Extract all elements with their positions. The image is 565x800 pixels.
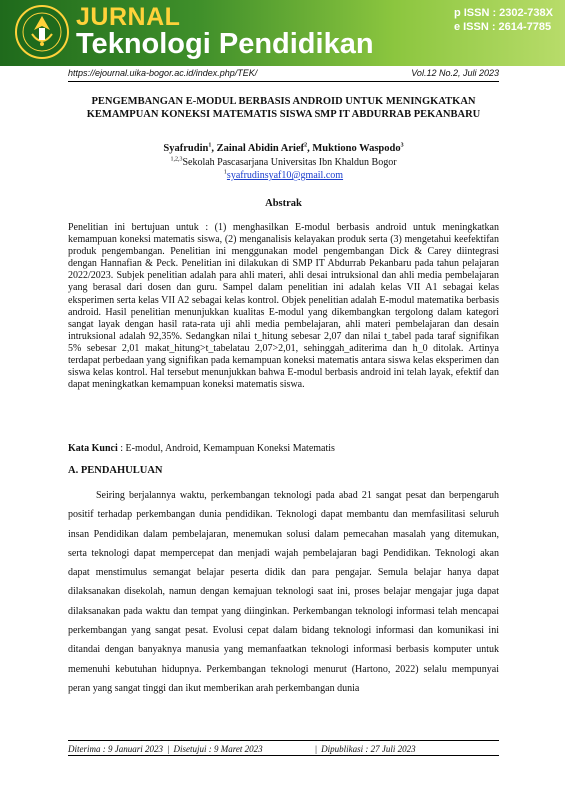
paper-title: PENGEMBANGAN E-MODUL BERBASIS ANDROID UNTUK MENINGKATKAN KEMAMPUAN KONEKSI MATEMATIS SISWA SMP IT ABDURRAB PEKANBARU — [86, 96, 481, 120]
p-issn: p ISSN : 2302-738X — [453, 7, 553, 19]
approved-date: Disetujui : 9 Maret 2023 — [173, 744, 263, 754]
affiliation — [68, 157, 499, 168]
footer-dates — [68, 744, 499, 754]
affiliation-text: Sekolah Pascasarjana Universitas Ibn Khaldun Bogor — [182, 157, 397, 168]
email-link[interactable]: syafrudinsyaf10@gmail.com — [226, 170, 344, 181]
email-line — [68, 170, 499, 181]
keywords-text: : E-modul, Android, Kemampuan Koneksi Matematis — [120, 443, 335, 454]
author-sup: 2 — [304, 142, 308, 149]
footer-separator: | — [314, 744, 318, 754]
author-name: Zainal Abidin Arief — [216, 143, 305, 154]
section-heading: A. PENDAHULUAN — [68, 465, 163, 476]
issn-block — [454, 6, 553, 34]
author-name: Muktiono Waspodo — [312, 143, 401, 154]
author-sup: 3 — [400, 142, 404, 149]
author-sup: 1 — [208, 142, 212, 149]
e-issn: e ISSN : 2614-7785 — [453, 21, 552, 33]
author-name: Syafrudin — [163, 143, 209, 154]
keywords-label: Kata Kunci — [68, 443, 118, 454]
volume-issue: Vol.12 No.2, Juli 2023 — [411, 68, 499, 78]
footer-separator: | — [167, 744, 170, 754]
abstract-heading: Abstrak — [265, 198, 302, 209]
footer-divider — [68, 740, 499, 741]
abstract-text: Penelitian ini bertujuan untuk : (1) menghasilkan E-modul berbasis android untuk meningkatkan kemampuan koneksi matematis siswa, (2) menganalisis kelayakan produk serta (3) mengetahui keefektifan produk pengembangan. Penelitian ini menggunakan model pengembangan Dick & Carey diintegrasi dengan Hannafian & Peck. Penelitian ini dilakukan di SMP IT Abdurrab Pekanbaru pada tahun pelajaran 2022/2023. Subjek penelitian adalah para ahli materi, ahli desai intruksional dan ahli media pembelajaran yang berasal dari dosen dan guru. Sampel dalam penelitian ini adalah kelas VII A1 sebagai kelas eksperimen serta kelas VII A2 sebagai kelas kontrol. Objek penelitian adalah E-modul matematika berbasis android. Hasil penelitian menunjukkan kualitas E-modul yang dikembangkan tergolong dalam kategori sangat layak dengan hasil rata-rata uji ahli media pembelajaran, ahli materi pembelajaran dan desain intruksional adalah 92,35%. Sedangkan nilai t_hitung sebesar 2,07 dan nilai t_tabel pada taraf signifikan 5% sebesar 2,01 makat_hitung>t_tabelatau 2,07>2,01, sehinggah_aditerima dan h_0 ditolak. Artinya terdapat perbedaan yang signifikan pada kemampuan koneksi matematis antara siswa kelas eksperimen dan siswa kelas kontrol. Hal tersebut menunjukkan bahwa E-modul berbasis android ini telah layak, efektif dan dapat meningkatkan kemampuan koneksi matematis siswa. — [68, 222, 499, 391]
body-paragraph: Seiring berjalannya waktu, perkembangan teknologi pada abad 21 sangat pesat dan berpengaruh positif terhadap perkembangan dunia pendidikan. Teknologi dapat membantu dan memfasilitasi seluruh insan Pendidikan dalam pembelajaran, menemukan solusi dalam pemecahan masalah yang ditemukan, serta teknologi dapat mempercepat dan menjadi wajah pembelajaran bagi Pendidikan. Teknologi akan dapat menstimulus semangat belajar peserta didik dan para pengajar. Semula belajar hanya dapat dilaksanakan disekolah, namun dengan kemajuan teknologi saat ini, proses belajar mengajar juga dapat dilaksanakan pada waktu dan tempat yang diinginkan. Perkembangan teknologi informasi telah mencapai perkembangan yang sangat pesat. Evolusi cepat dalam bidang teknologi informasi dan komunikasi ini ditandai dengan banyaknya manusia yang memanfaatkan teknologi informasi berbasis komputer untuk memenuhi kebutuhan hidupnya. Perkembangan teknologi menurut (Hartono, 2022) selalu mempunyai peran yang sangat tinggi dan ikut memberikan arah perkembangan dunia — [68, 490, 499, 694]
journal-banner — [0, 0, 565, 66]
journal-url[interactable]: https://ejournal.uika-bogor.ac.id/index.php/TEK/ — [68, 68, 258, 78]
university-logo — [14, 4, 70, 60]
journal-name: Teknologi Pendidikan — [76, 28, 374, 60]
affiliation-sup: 1,2,3 — [170, 156, 183, 163]
footer-bottom-divider — [68, 755, 499, 756]
header-divider — [68, 81, 499, 82]
published-date: Dipublikasi : 27 Juli 2023 — [321, 744, 416, 754]
email-sup: 1 — [223, 169, 227, 176]
keywords-line — [68, 443, 499, 454]
journal-info-bar — [68, 68, 499, 78]
received-date: Diterima : 9 Januari 2023 — [68, 744, 163, 754]
journal-word: JURNAL — [76, 3, 181, 31]
author-list: Syafrudin$^1$, Zainal Abidin Arief$^2$, Muktiono Waspodo$^3$ — [163, 142, 404, 154]
